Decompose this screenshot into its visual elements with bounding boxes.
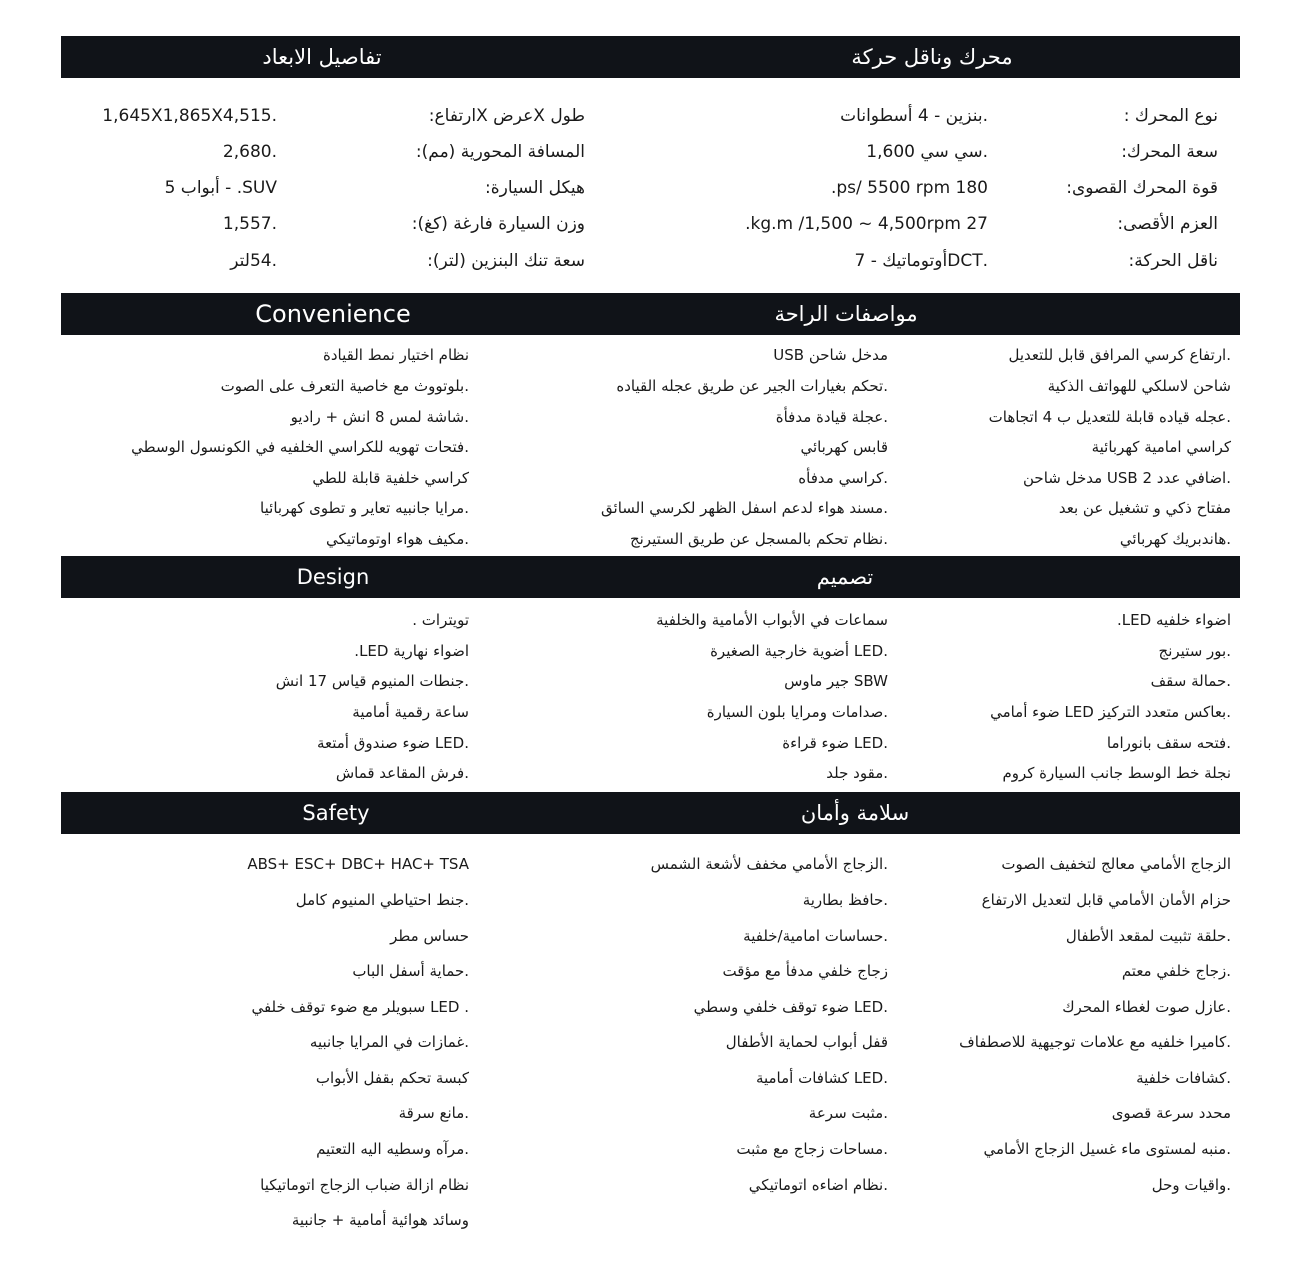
comfort-item: مفتاح ذكي و تشغيل عن بعد: [1058, 499, 1231, 517]
dimension-spec-label: هيكل السيارة:: [485, 178, 585, 198]
safety-item: .الزجاج الأمامي مخفف لأشعة الشمس: [650, 855, 888, 873]
safety-item: .مساحات زجاج مع مثبت: [736, 1140, 888, 1158]
safety-item: .مانع سرقة: [398, 1104, 469, 1122]
safety-item: حزام الأمان الأمامي قابل لتعديل الارتفاع: [981, 891, 1231, 909]
dimension-spec-label: سعة تنك البنزين (لتر):: [427, 251, 585, 271]
comfort-item: .بلوتووث مع خاصية التعرف على الصوت: [220, 377, 469, 395]
engine-spec-label: ناقل الحركة:: [1128, 251, 1218, 271]
safety-item: .منبه لمستوى ماء غسيل الزجاج الأمامي: [983, 1140, 1231, 1158]
safety-item: محدد سرعة قصوى: [1111, 1104, 1231, 1122]
design-item: .بعاكس متعدد التركيز LED ضوء أمامي: [990, 703, 1231, 721]
dimension-spec-value: .1,557: [222, 214, 277, 234]
design-header-en: Design: [296, 565, 370, 589]
comfort-header-en: Convenience: [255, 300, 411, 328]
comfort-item: .اضافي عدد 2 USB مدخل شاحن: [1023, 469, 1231, 487]
comfort-item: مدخل شاحن USB: [773, 346, 888, 364]
safety-item: .غمازات في المرايا جانبيه: [309, 1033, 469, 1051]
safety-item: الزجاج الأمامي معالج لتخفيف الصوت: [1001, 855, 1231, 873]
engine-spec-label: قوة المحرك القصوى:: [1066, 178, 1218, 198]
engine-spec-value: .سي سي 1,600: [866, 142, 988, 162]
safety-item: .مرآه وسطيه اليه التعتيم: [316, 1140, 469, 1158]
dimension-spec-label: طول Xعرض Xارتفاع:: [428, 106, 585, 126]
comfort-item: .مسند هواء لدعم اسفل الظهر لكرسي السائق: [601, 499, 888, 517]
safety-item: .مثبت سرعة: [808, 1104, 888, 1122]
comfort-item: .فتحات تهويه للكراسي الخلفيه في الكونسول الوسطي: [131, 438, 469, 456]
engine-spec-value: 180 ps/ 5500 rpm.: [830, 178, 988, 198]
comfort-item: .عجله قياده قابلة للتعديل ب 4 اتجاهات: [988, 408, 1231, 426]
safety-item: .جنط احتياطي المنيوم كامل: [295, 891, 469, 909]
engine-spec-label: العزم الأقصى:: [1117, 214, 1218, 234]
design-item: SBW جير ماوس: [784, 672, 888, 690]
safety-item: .LED ضوء توقف خلفي وسطي: [693, 998, 888, 1016]
safety-item: كبسة تحكم بقفل الأبواب: [315, 1069, 469, 1087]
comfort-item: .مكيف هواء اوتوماتيكي: [326, 530, 469, 548]
safety-header-bar: [61, 792, 1240, 834]
comfort-item: .تحكم بغيارات الجير عن طريق عجله القياده: [616, 377, 888, 395]
safety-header-en: Safety: [302, 801, 370, 825]
comfort-item: .عجلة قيادة مدفأة: [775, 408, 888, 426]
dimensions-header: تفاصيل الابعاد: [262, 45, 382, 69]
safety-item: قفل أبواب لحماية الأطفال: [725, 1033, 888, 1051]
design-item: .حمالة سقف: [1150, 672, 1231, 690]
dimension-spec-value: .54لتر: [230, 251, 277, 271]
safety-item: .LED كشافات أمامية: [755, 1069, 888, 1087]
safety-item: حساس مطر: [390, 927, 469, 945]
engine-spec-value: .بنزين - 4 أسطوانات: [840, 106, 988, 126]
engine-spec-value: 27 kg.m /1,500 ~ 4,500rpm.: [745, 214, 988, 234]
safety-item: .كشافات خلفية: [1136, 1069, 1231, 1087]
comfort-item: كراسي امامية كهربائية: [1091, 438, 1231, 456]
safety-item: .عازل صوت لغطاء المحرك: [1062, 998, 1231, 1016]
safety-item: .نظام اضاءه اتوماتيكي: [748, 1176, 888, 1194]
design-item: .مقود جلد: [826, 764, 888, 782]
safety-item: .واقيات وحل: [1151, 1176, 1231, 1194]
safety-item: نظام ازالة ضباب الزجاج اتوماتيكيا: [260, 1176, 469, 1194]
comfort-item: .نظام تحكم بالمسجل عن طريق الستيرنج: [629, 530, 888, 548]
comfort-item: .هاندبريك كهربائي: [1119, 530, 1231, 548]
design-item: اضواء نهارية LED.: [354, 642, 469, 660]
dimension-spec-value: SUV. - أبواب 5: [164, 178, 277, 198]
comfort-item: .مرايا جانبيه تعاير و تطوى كهربائيا: [260, 499, 469, 517]
design-item: .فتحه سقف بانوراما: [1106, 734, 1231, 752]
design-item: .صدامات ومرايا بلون السيارة: [706, 703, 888, 721]
safety-item: .زجاج خلفي معتم: [1121, 962, 1231, 980]
comfort-header-bar: [61, 293, 1240, 335]
design-item: .LED ضوء قراءة: [782, 734, 888, 752]
engine-spec-label: نوع المحرك :: [1123, 106, 1218, 126]
design-item: تويترات .: [412, 611, 469, 629]
engine-header: محرك وناقل حركة: [851, 45, 1013, 69]
design-item: ساعة رقمية أمامية: [352, 703, 469, 721]
engine-dimensions-header-bar: [61, 36, 1240, 78]
design-item: .LED ضوء صندوق أمتعة: [316, 734, 469, 752]
design-item: .جنطات المنيوم قياس 17 انش: [275, 672, 469, 690]
dimension-spec-label: وزن السيارة فارغة (كغ):: [411, 214, 585, 234]
comfort-item: شاحن لاسلكي للهواتف الذكية: [1047, 377, 1231, 395]
safety-item: ABS+ ESC+ DBC+ HAC+ TSA: [247, 855, 469, 873]
comfort-header-ar: مواصفات الراحة: [774, 302, 918, 326]
comfort-item: .كراسي مدفأه: [798, 469, 888, 487]
dimension-spec-label: المسافة المحورية (مم):: [415, 142, 585, 162]
safety-item: .حساسات امامية/خلفية: [743, 927, 888, 945]
engine-spec-label: سعة المحرك:: [1121, 142, 1218, 162]
engine-spec-value: .DCTأوتوماتيك - 7: [854, 251, 988, 271]
safety-item: .حافظ بطارية: [802, 891, 888, 909]
safety-item: . LED سبويلر مع ضوء توقف خلفي: [251, 998, 469, 1016]
design-item: سماعات في الأبواب الأمامية والخلفية: [656, 611, 888, 629]
safety-item: .حماية أسفل الباب: [352, 962, 469, 980]
dimension-spec-value: .1,645X1,865X4,515: [102, 106, 277, 126]
design-item: نجلة خط الوسط جانب السيارة كروم: [1002, 764, 1231, 782]
comfort-item: كراسي خلفية قابلة للطي: [312, 469, 469, 487]
design-item: .فرش المقاعد قماش: [335, 764, 469, 782]
design-item: .LED أضوية خارجية الصغيرة: [710, 642, 888, 660]
design-item: اضواء خلفيه LED.: [1117, 611, 1231, 629]
safety-header-ar: سلامة وأمان: [800, 801, 910, 825]
comfort-item: .شاشة لمس 8 انش + راديو: [290, 408, 469, 426]
comfort-item: .ارتفاع كرسي المرافق قابل للتعديل: [1008, 346, 1231, 364]
safety-item: .حلقة تثبيت لمقعد الأطفال: [1065, 927, 1231, 945]
safety-item: وسائد هوائية أمامية + جانبية: [291, 1211, 469, 1229]
safety-item: زجاج خلفي مدفأ مع مؤقت: [722, 962, 888, 980]
safety-item: .كاميرا خلفيه مع علامات توجيهية للاصطفاف: [959, 1033, 1231, 1051]
design-header-bar: [61, 556, 1240, 598]
design-header-ar: تصميم: [816, 565, 874, 589]
comfort-item: نظام اختيار نمط القيادة: [323, 346, 469, 364]
comfort-item: قابس كهربائي: [800, 438, 888, 456]
design-item: .بور ستيرنج: [1158, 642, 1231, 660]
dimension-spec-value: .2,680: [222, 142, 277, 162]
